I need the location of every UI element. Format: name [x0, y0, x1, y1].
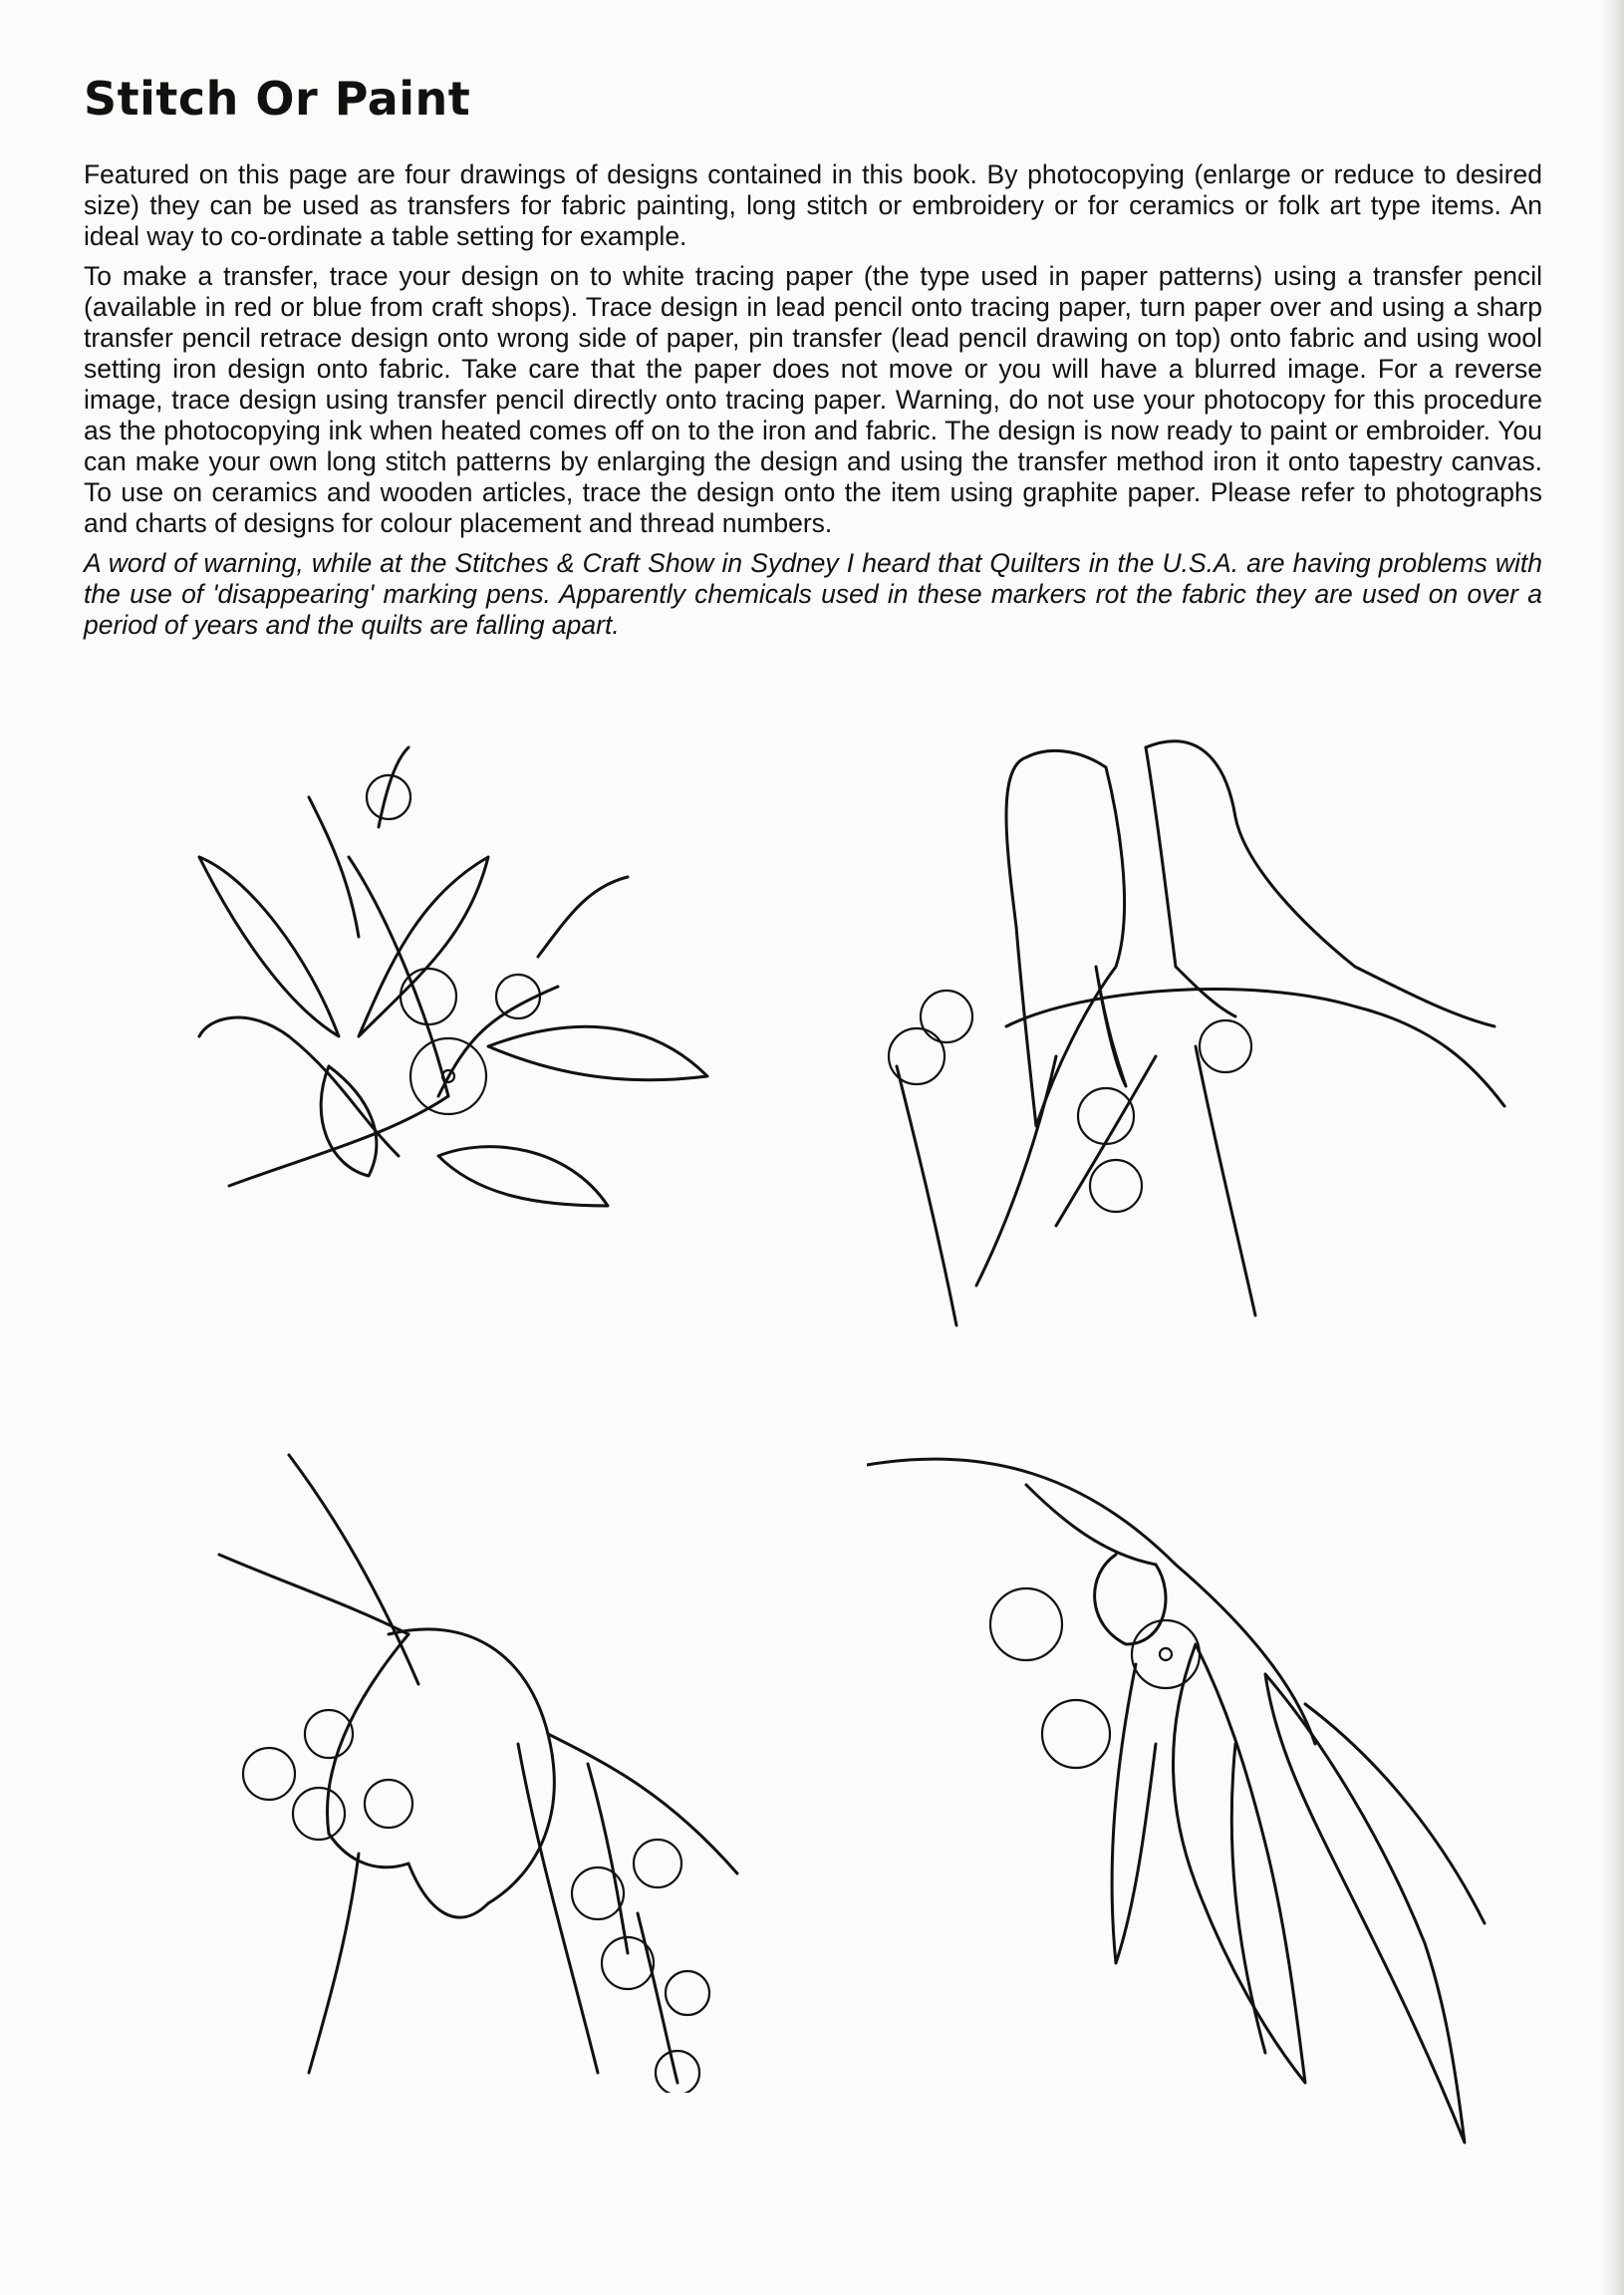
pair-of-lorikeets-on-branch-drawing	[857, 727, 1514, 1345]
warning-note: A word of warning, while at the Stitches & Craft Show in Sydney I heard that Quilters in the U.S.A. are having problems with the use of 'disappearing' marking pens. Apparently chemicals used in these markers rot the fabric they are used on over a period of years and the quilts are falling apart.	[84, 548, 1542, 640]
body-text	[84, 159, 1542, 650]
intro-paragraph: Featured on this page are four drawings of designs contained in this book. By photocopying (enlarge or reduce to desired size) they can be used as transfers for fabric painting, long stitch or embroidery or for ceramics or folk art type items. An ideal way to co-ordinate a table setting for example.	[84, 159, 1542, 251]
page-edge-shadow	[1602, 0, 1624, 2295]
page-title: Stitch Or Paint	[84, 72, 471, 126]
eucalyptus-branch-drawing	[867, 1445, 1504, 2212]
gum-blossom-and-leaves-drawing	[189, 737, 727, 1236]
parrot-hanging-in-blossoms-drawing	[209, 1435, 787, 2093]
instructions-paragraph: To make a transfer, trace your design on to white tracing paper (the type used in paper patterns) using a transfer pencil (available in red or blue from craft shops). Trace design in lead pencil onto tracing paper, turn paper over and using a sharp transfer pencil retrace design onto wrong side of paper, pin transfer (lead pencil drawing on top) onto fabric and using wool setting iron design onto fabric. Take care that the paper does not move or you will have a blurred image. For a reverse image, trace design using transfer pencil directly onto tracing paper. Warning, do not use your photocopy for this procedure as the photocopying ink when heated comes off on to the iron and fabric. The design is now ready to paint or embroider. You can make your own long stitch patterns by enlarging the design and using the transfer method iron it onto tapestry canvas. To use on ceramics and wooden articles, trace the design onto the item using graphite paper. Please refer to photographs and charts of designs for colour placement and thread numbers.	[84, 261, 1542, 538]
